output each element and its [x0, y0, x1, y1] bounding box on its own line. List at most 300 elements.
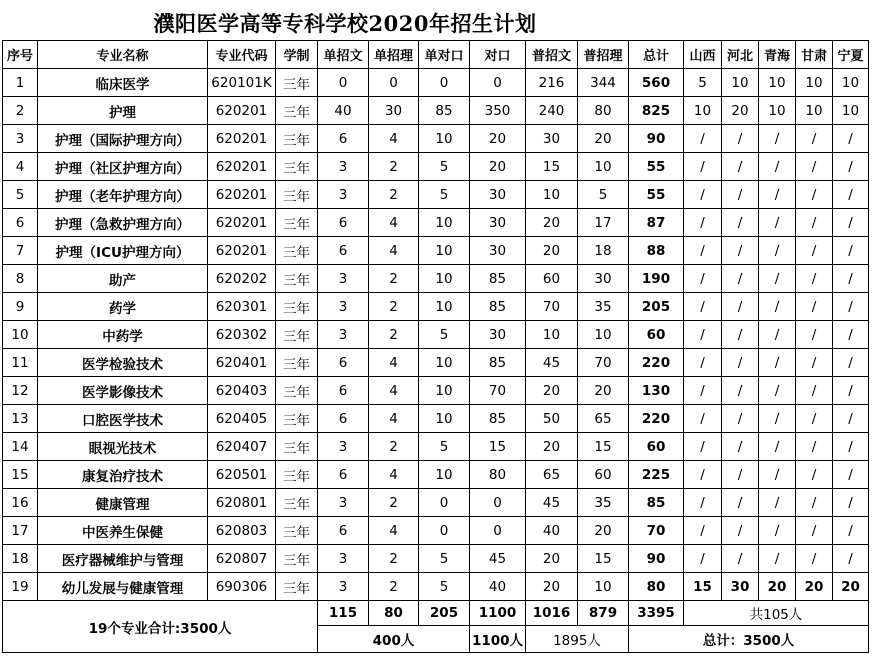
- dz-duikou-cell: 10: [419, 125, 470, 153]
- gansu-cell: /: [796, 489, 833, 517]
- qinghai-cell: /: [759, 153, 796, 181]
- ningxia-cell: /: [833, 237, 869, 265]
- dz-wen-cell: 0: [318, 69, 369, 97]
- col-ningxia-header: 宁夏: [833, 41, 869, 69]
- table-row: [3, 69, 869, 97]
- major-code-cell: 620201: [208, 237, 276, 265]
- shanxi-cell: /: [684, 433, 722, 461]
- major-code-cell: 620807: [208, 545, 276, 573]
- dz-duikou-cell: 5: [419, 433, 470, 461]
- shanxi-cell: /: [684, 349, 722, 377]
- duration-cell: 三年: [276, 377, 318, 405]
- major-code-cell: 620803: [208, 517, 276, 545]
- gansu-cell: /: [796, 545, 833, 573]
- dz-li-cell: 4: [369, 377, 419, 405]
- shanxi-cell: /: [684, 321, 722, 349]
- hebei-cell: /: [722, 125, 759, 153]
- shanxi-cell: /: [684, 265, 722, 293]
- ningxia-cell: 10: [833, 97, 869, 125]
- table-row: [3, 377, 869, 405]
- table-row: [3, 293, 869, 321]
- duration-cell: 三年: [276, 265, 318, 293]
- shanxi-cell: /: [684, 405, 722, 433]
- total-cell: 190: [629, 265, 684, 293]
- table-row: [3, 237, 869, 265]
- major-name-cell: 助产: [38, 265, 208, 293]
- table-row: [3, 265, 869, 293]
- col-hebei-header: 河北: [722, 41, 759, 69]
- pz-wen-cell: 50: [526, 405, 578, 433]
- total-cell: 220: [629, 349, 684, 377]
- duration-cell: 三年: [276, 405, 318, 433]
- dz-wen-cell: 3: [318, 545, 369, 573]
- duikou-cell: 15: [470, 433, 526, 461]
- dz-duikou-cell: 5: [419, 321, 470, 349]
- major-name-cell: 护理（社区护理方向）: [38, 153, 208, 181]
- major-name-cell: 健康管理: [38, 489, 208, 517]
- table-row: [3, 153, 869, 181]
- pz-wen-cell: 20: [526, 237, 578, 265]
- col-pz-wen-header: 普招文: [526, 41, 578, 69]
- duikou-cell: 85: [470, 349, 526, 377]
- col-dz-li-header: 单招理: [369, 41, 419, 69]
- duikou-cell: 0: [470, 69, 526, 97]
- duration-cell: 三年: [276, 209, 318, 237]
- qinghai-cell: 10: [759, 97, 796, 125]
- ningxia-cell: /: [833, 461, 869, 489]
- pz-wen-cell: 30: [526, 125, 578, 153]
- sum-dz-li: 80: [369, 601, 419, 626]
- col-pz-li-header: 普招理: [578, 41, 629, 69]
- qinghai-cell: /: [759, 545, 796, 573]
- pz-wen-cell: 10: [526, 321, 578, 349]
- table-row: [3, 433, 869, 461]
- sum-general-enroll: 1895人: [526, 626, 629, 653]
- dz-li-cell: 2: [369, 321, 419, 349]
- hebei-cell: /: [722, 461, 759, 489]
- seq-cell: 6: [3, 209, 38, 237]
- total-cell: 90: [629, 125, 684, 153]
- seq-cell: 14: [3, 433, 38, 461]
- major-code-cell: 620201: [208, 153, 276, 181]
- dz-wen-cell: 6: [318, 405, 369, 433]
- gansu-cell: /: [796, 405, 833, 433]
- sum-pz-wen: 1016: [526, 601, 578, 626]
- major-code-cell: 620501: [208, 461, 276, 489]
- shanxi-cell: 5: [684, 69, 722, 97]
- pz-wen-cell: 20: [526, 209, 578, 237]
- col-dz-duikou-header: 单对口: [419, 41, 470, 69]
- dz-li-cell: 4: [369, 349, 419, 377]
- pz-li-cell: 10: [578, 573, 629, 601]
- seq-cell: 1: [3, 69, 38, 97]
- dz-wen-cell: 6: [318, 377, 369, 405]
- duikou-cell: 30: [470, 321, 526, 349]
- hebei-cell: /: [722, 293, 759, 321]
- major-name-cell: 口腔医学技术: [38, 405, 208, 433]
- duration-cell: 三年: [276, 237, 318, 265]
- duikou-cell: 80: [470, 461, 526, 489]
- dz-wen-cell: 3: [318, 181, 369, 209]
- pz-wen-cell: 60: [526, 265, 578, 293]
- total-cell: 220: [629, 405, 684, 433]
- shanxi-cell: 15: [684, 573, 722, 601]
- pz-wen-cell: 20: [526, 545, 578, 573]
- total-cell: 85: [629, 489, 684, 517]
- total-cell: 88: [629, 237, 684, 265]
- shanxi-cell: /: [684, 489, 722, 517]
- summary-row-1: [3, 601, 869, 626]
- hebei-cell: /: [722, 181, 759, 209]
- dz-duikou-cell: 0: [419, 69, 470, 97]
- dz-li-cell: 2: [369, 153, 419, 181]
- hebei-cell: /: [722, 265, 759, 293]
- sum-duikou: 1100: [470, 601, 526, 626]
- shanxi-cell: /: [684, 181, 722, 209]
- gansu-cell: /: [796, 265, 833, 293]
- seq-cell: 2: [3, 97, 38, 125]
- duration-cell: 三年: [276, 433, 318, 461]
- duration-cell: 三年: [276, 349, 318, 377]
- duration-cell: 三年: [276, 97, 318, 125]
- major-code-cell: 620302: [208, 321, 276, 349]
- gansu-cell: /: [796, 181, 833, 209]
- page-title: 濮阳医学高等专科学校2020年招生计划: [153, 11, 537, 36]
- major-name-cell: 临床医学: [38, 69, 208, 97]
- gansu-cell: /: [796, 293, 833, 321]
- dz-duikou-cell: 10: [419, 405, 470, 433]
- duikou-cell: 0: [470, 517, 526, 545]
- dz-li-cell: 2: [369, 545, 419, 573]
- duikou-cell: 30: [470, 237, 526, 265]
- pz-li-cell: 70: [578, 349, 629, 377]
- col-major-code-header: 专业代码: [208, 41, 276, 69]
- major-code-cell: 620301: [208, 293, 276, 321]
- qinghai-cell: /: [759, 433, 796, 461]
- pz-wen-cell: 10: [526, 181, 578, 209]
- major-name-cell: 眼视光技术: [38, 433, 208, 461]
- dz-li-cell: 4: [369, 209, 419, 237]
- dz-duikou-cell: 10: [419, 265, 470, 293]
- pz-li-cell: 35: [578, 293, 629, 321]
- shanxi-cell: /: [684, 209, 722, 237]
- dz-duikou-cell: 85: [419, 97, 470, 125]
- dz-wen-cell: 3: [318, 321, 369, 349]
- gansu-cell: /: [796, 209, 833, 237]
- shanxi-cell: /: [684, 125, 722, 153]
- dz-wen-cell: 3: [318, 573, 369, 601]
- pz-wen-cell: 70: [526, 293, 578, 321]
- ningxia-cell: /: [833, 489, 869, 517]
- table-row: [3, 489, 869, 517]
- hebei-cell: /: [722, 545, 759, 573]
- gansu-cell: /: [796, 125, 833, 153]
- qinghai-cell: /: [759, 209, 796, 237]
- duration-cell: 三年: [276, 517, 318, 545]
- dz-li-cell: 2: [369, 573, 419, 601]
- major-name-cell: 中药学: [38, 321, 208, 349]
- seq-cell: 4: [3, 153, 38, 181]
- duikou-cell: 85: [470, 405, 526, 433]
- ningxia-cell: /: [833, 517, 869, 545]
- qinghai-cell: /: [759, 489, 796, 517]
- major-code-cell: 620202: [208, 265, 276, 293]
- hebei-cell: 30: [722, 573, 759, 601]
- duration-cell: 三年: [276, 293, 318, 321]
- seq-cell: 15: [3, 461, 38, 489]
- col-duikou-header: 对口: [470, 41, 526, 69]
- total-cell: 55: [629, 181, 684, 209]
- seq-cell: 13: [3, 405, 38, 433]
- major-name-cell: 医学影像技术: [38, 377, 208, 405]
- dz-duikou-cell: 10: [419, 237, 470, 265]
- table-row: [3, 321, 869, 349]
- total-cell: 60: [629, 433, 684, 461]
- grand-total: 总计：3500人: [629, 626, 869, 653]
- seq-cell: 3: [3, 125, 38, 153]
- seq-cell: 16: [3, 489, 38, 517]
- dz-wen-cell: 3: [318, 265, 369, 293]
- col-major-name-header: 专业名称: [38, 41, 208, 69]
- shanxi-cell: /: [684, 545, 722, 573]
- qinghai-cell: /: [759, 517, 796, 545]
- gansu-cell: /: [796, 433, 833, 461]
- table-row: [3, 517, 869, 545]
- col-gansu-header: 甘肃: [796, 41, 833, 69]
- major-code-cell: 620405: [208, 405, 276, 433]
- dz-wen-cell: 6: [318, 237, 369, 265]
- total-cell: 560: [629, 69, 684, 97]
- ningxia-cell: /: [833, 433, 869, 461]
- pz-wen-cell: 20: [526, 377, 578, 405]
- table-row: [3, 209, 869, 237]
- dz-duikou-cell: 10: [419, 461, 470, 489]
- table-row: [3, 405, 869, 433]
- dz-li-cell: 4: [369, 237, 419, 265]
- pz-wen-cell: 15: [526, 153, 578, 181]
- major-code-cell: 620403: [208, 377, 276, 405]
- hebei-cell: /: [722, 489, 759, 517]
- col-qinghai-header: 青海: [759, 41, 796, 69]
- ningxia-cell: /: [833, 377, 869, 405]
- seq-cell: 5: [3, 181, 38, 209]
- sum-dz-duikou: 205: [419, 601, 470, 626]
- duikou-cell: 40: [470, 573, 526, 601]
- sum-pz-li: 879: [578, 601, 629, 626]
- pz-li-cell: 344: [578, 69, 629, 97]
- pz-li-cell: 10: [578, 153, 629, 181]
- ningxia-cell: /: [833, 181, 869, 209]
- qinghai-cell: /: [759, 125, 796, 153]
- dz-li-cell: 2: [369, 181, 419, 209]
- duikou-cell: 30: [470, 181, 526, 209]
- major-name-cell: 护理（急救护理方向）: [38, 209, 208, 237]
- duration-cell: 三年: [276, 321, 318, 349]
- dz-duikou-cell: 10: [419, 209, 470, 237]
- major-name-cell: 护理（ICU护理方向）: [38, 237, 208, 265]
- dz-duikou-cell: 5: [419, 181, 470, 209]
- hebei-cell: /: [722, 349, 759, 377]
- qinghai-cell: 10: [759, 69, 796, 97]
- qinghai-cell: /: [759, 349, 796, 377]
- total-cell: 80: [629, 573, 684, 601]
- dz-wen-cell: 3: [318, 293, 369, 321]
- dz-duikou-cell: 0: [419, 489, 470, 517]
- seq-cell: 12: [3, 377, 38, 405]
- major-name-cell: 医疗器械维护与管理: [38, 545, 208, 573]
- ningxia-cell: /: [833, 321, 869, 349]
- gansu-cell: /: [796, 321, 833, 349]
- duikou-cell: 20: [470, 153, 526, 181]
- dz-wen-cell: 6: [318, 517, 369, 545]
- sum-single-enroll: 400人: [318, 626, 470, 653]
- dz-duikou-cell: 0: [419, 517, 470, 545]
- table-row: [3, 461, 869, 489]
- dz-wen-cell: 3: [318, 433, 369, 461]
- hebei-cell: /: [722, 433, 759, 461]
- pz-wen-cell: 20: [526, 433, 578, 461]
- major-code-cell: 620201: [208, 125, 276, 153]
- total-cell: 825: [629, 97, 684, 125]
- seq-cell: 8: [3, 265, 38, 293]
- major-code-cell: 620201: [208, 181, 276, 209]
- dz-duikou-cell: 5: [419, 545, 470, 573]
- col-shanxi-header: 山西: [684, 41, 722, 69]
- total-cell: 225: [629, 461, 684, 489]
- seq-cell: 11: [3, 349, 38, 377]
- hebei-cell: /: [722, 321, 759, 349]
- table-row: [3, 97, 869, 125]
- dz-duikou-cell: 10: [419, 349, 470, 377]
- duration-cell: 三年: [276, 489, 318, 517]
- pz-wen-cell: 20: [526, 573, 578, 601]
- qinghai-cell: /: [759, 405, 796, 433]
- dz-wen-cell: 6: [318, 125, 369, 153]
- pz-li-cell: 15: [578, 433, 629, 461]
- table-row: [3, 545, 869, 573]
- ningxia-cell: /: [833, 293, 869, 321]
- shanxi-cell: /: [684, 153, 722, 181]
- col-total-header: 总计: [629, 41, 684, 69]
- ningxia-cell: /: [833, 153, 869, 181]
- major-name-cell: 护理（老年护理方向）: [38, 181, 208, 209]
- dz-li-cell: 2: [369, 293, 419, 321]
- total-cell: 60: [629, 321, 684, 349]
- total-cell: 205: [629, 293, 684, 321]
- ningxia-cell: /: [833, 349, 869, 377]
- dz-wen-cell: 3: [318, 153, 369, 181]
- major-name-cell: 幼儿发展与健康管理: [38, 573, 208, 601]
- dz-duikou-cell: 5: [419, 153, 470, 181]
- pz-li-cell: 20: [578, 377, 629, 405]
- shanxi-cell: /: [684, 461, 722, 489]
- duration-cell: 三年: [276, 69, 318, 97]
- duration-cell: 三年: [276, 545, 318, 573]
- duikou-cell: 0: [470, 489, 526, 517]
- seq-cell: 18: [3, 545, 38, 573]
- pz-li-cell: 18: [578, 237, 629, 265]
- duikou-cell: 85: [470, 265, 526, 293]
- hebei-cell: /: [722, 405, 759, 433]
- dz-li-cell: 4: [369, 461, 419, 489]
- major-name-cell: 护理: [38, 97, 208, 125]
- seq-cell: 17: [3, 517, 38, 545]
- duration-cell: 三年: [276, 181, 318, 209]
- pz-wen-cell: 65: [526, 461, 578, 489]
- pz-li-cell: 20: [578, 125, 629, 153]
- gansu-cell: /: [796, 461, 833, 489]
- summary-label: 19个专业合计:3500人: [3, 601, 318, 653]
- sum-provinces: 共105人: [684, 601, 869, 626]
- gansu-cell: /: [796, 377, 833, 405]
- dz-wen-cell: 6: [318, 461, 369, 489]
- duration-cell: 三年: [276, 573, 318, 601]
- hebei-cell: /: [722, 153, 759, 181]
- dz-wen-cell: 6: [318, 349, 369, 377]
- sum-duikou-total: 1100人: [470, 626, 526, 653]
- shanxi-cell: /: [684, 377, 722, 405]
- total-cell: 55: [629, 153, 684, 181]
- duikou-cell: 20: [470, 125, 526, 153]
- dz-duikou-cell: 10: [419, 377, 470, 405]
- gansu-cell: /: [796, 517, 833, 545]
- pz-wen-cell: 240: [526, 97, 578, 125]
- dz-duikou-cell: 5: [419, 573, 470, 601]
- major-code-cell: 690306: [208, 573, 276, 601]
- pz-wen-cell: 40: [526, 517, 578, 545]
- table-header-row: [3, 41, 869, 69]
- qinghai-cell: /: [759, 237, 796, 265]
- major-name-cell: 护理（国际护理方向）: [38, 125, 208, 153]
- hebei-cell: /: [722, 517, 759, 545]
- hebei-cell: /: [722, 237, 759, 265]
- duration-cell: 三年: [276, 125, 318, 153]
- ningxia-cell: /: [833, 405, 869, 433]
- ningxia-cell: /: [833, 125, 869, 153]
- total-cell: 87: [629, 209, 684, 237]
- major-name-cell: 医学检验技术: [38, 349, 208, 377]
- dz-wen-cell: 40: [318, 97, 369, 125]
- pz-li-cell: 17: [578, 209, 629, 237]
- qinghai-cell: /: [759, 293, 796, 321]
- duikou-cell: 350: [470, 97, 526, 125]
- pz-li-cell: 65: [578, 405, 629, 433]
- table-row: [3, 125, 869, 153]
- total-cell: 90: [629, 545, 684, 573]
- major-name-cell: 康复治疗技术: [38, 461, 208, 489]
- seq-cell: 7: [3, 237, 38, 265]
- pz-li-cell: 15: [578, 545, 629, 573]
- hebei-cell: 10: [722, 69, 759, 97]
- qinghai-cell: 20: [759, 573, 796, 601]
- duration-cell: 三年: [276, 153, 318, 181]
- duikou-cell: 85: [470, 293, 526, 321]
- pz-wen-cell: 216: [526, 69, 578, 97]
- col-dz-wen-header: 单招文: [318, 41, 369, 69]
- ningxia-cell: /: [833, 545, 869, 573]
- pz-li-cell: 20: [578, 517, 629, 545]
- dz-li-cell: 4: [369, 125, 419, 153]
- dz-wen-cell: 3: [318, 489, 369, 517]
- gansu-cell: /: [796, 349, 833, 377]
- seq-cell: 10: [3, 321, 38, 349]
- total-cell: 70: [629, 517, 684, 545]
- dz-duikou-cell: 10: [419, 293, 470, 321]
- qinghai-cell: /: [759, 461, 796, 489]
- qinghai-cell: /: [759, 377, 796, 405]
- dz-li-cell: 30: [369, 97, 419, 125]
- gansu-cell: 10: [796, 97, 833, 125]
